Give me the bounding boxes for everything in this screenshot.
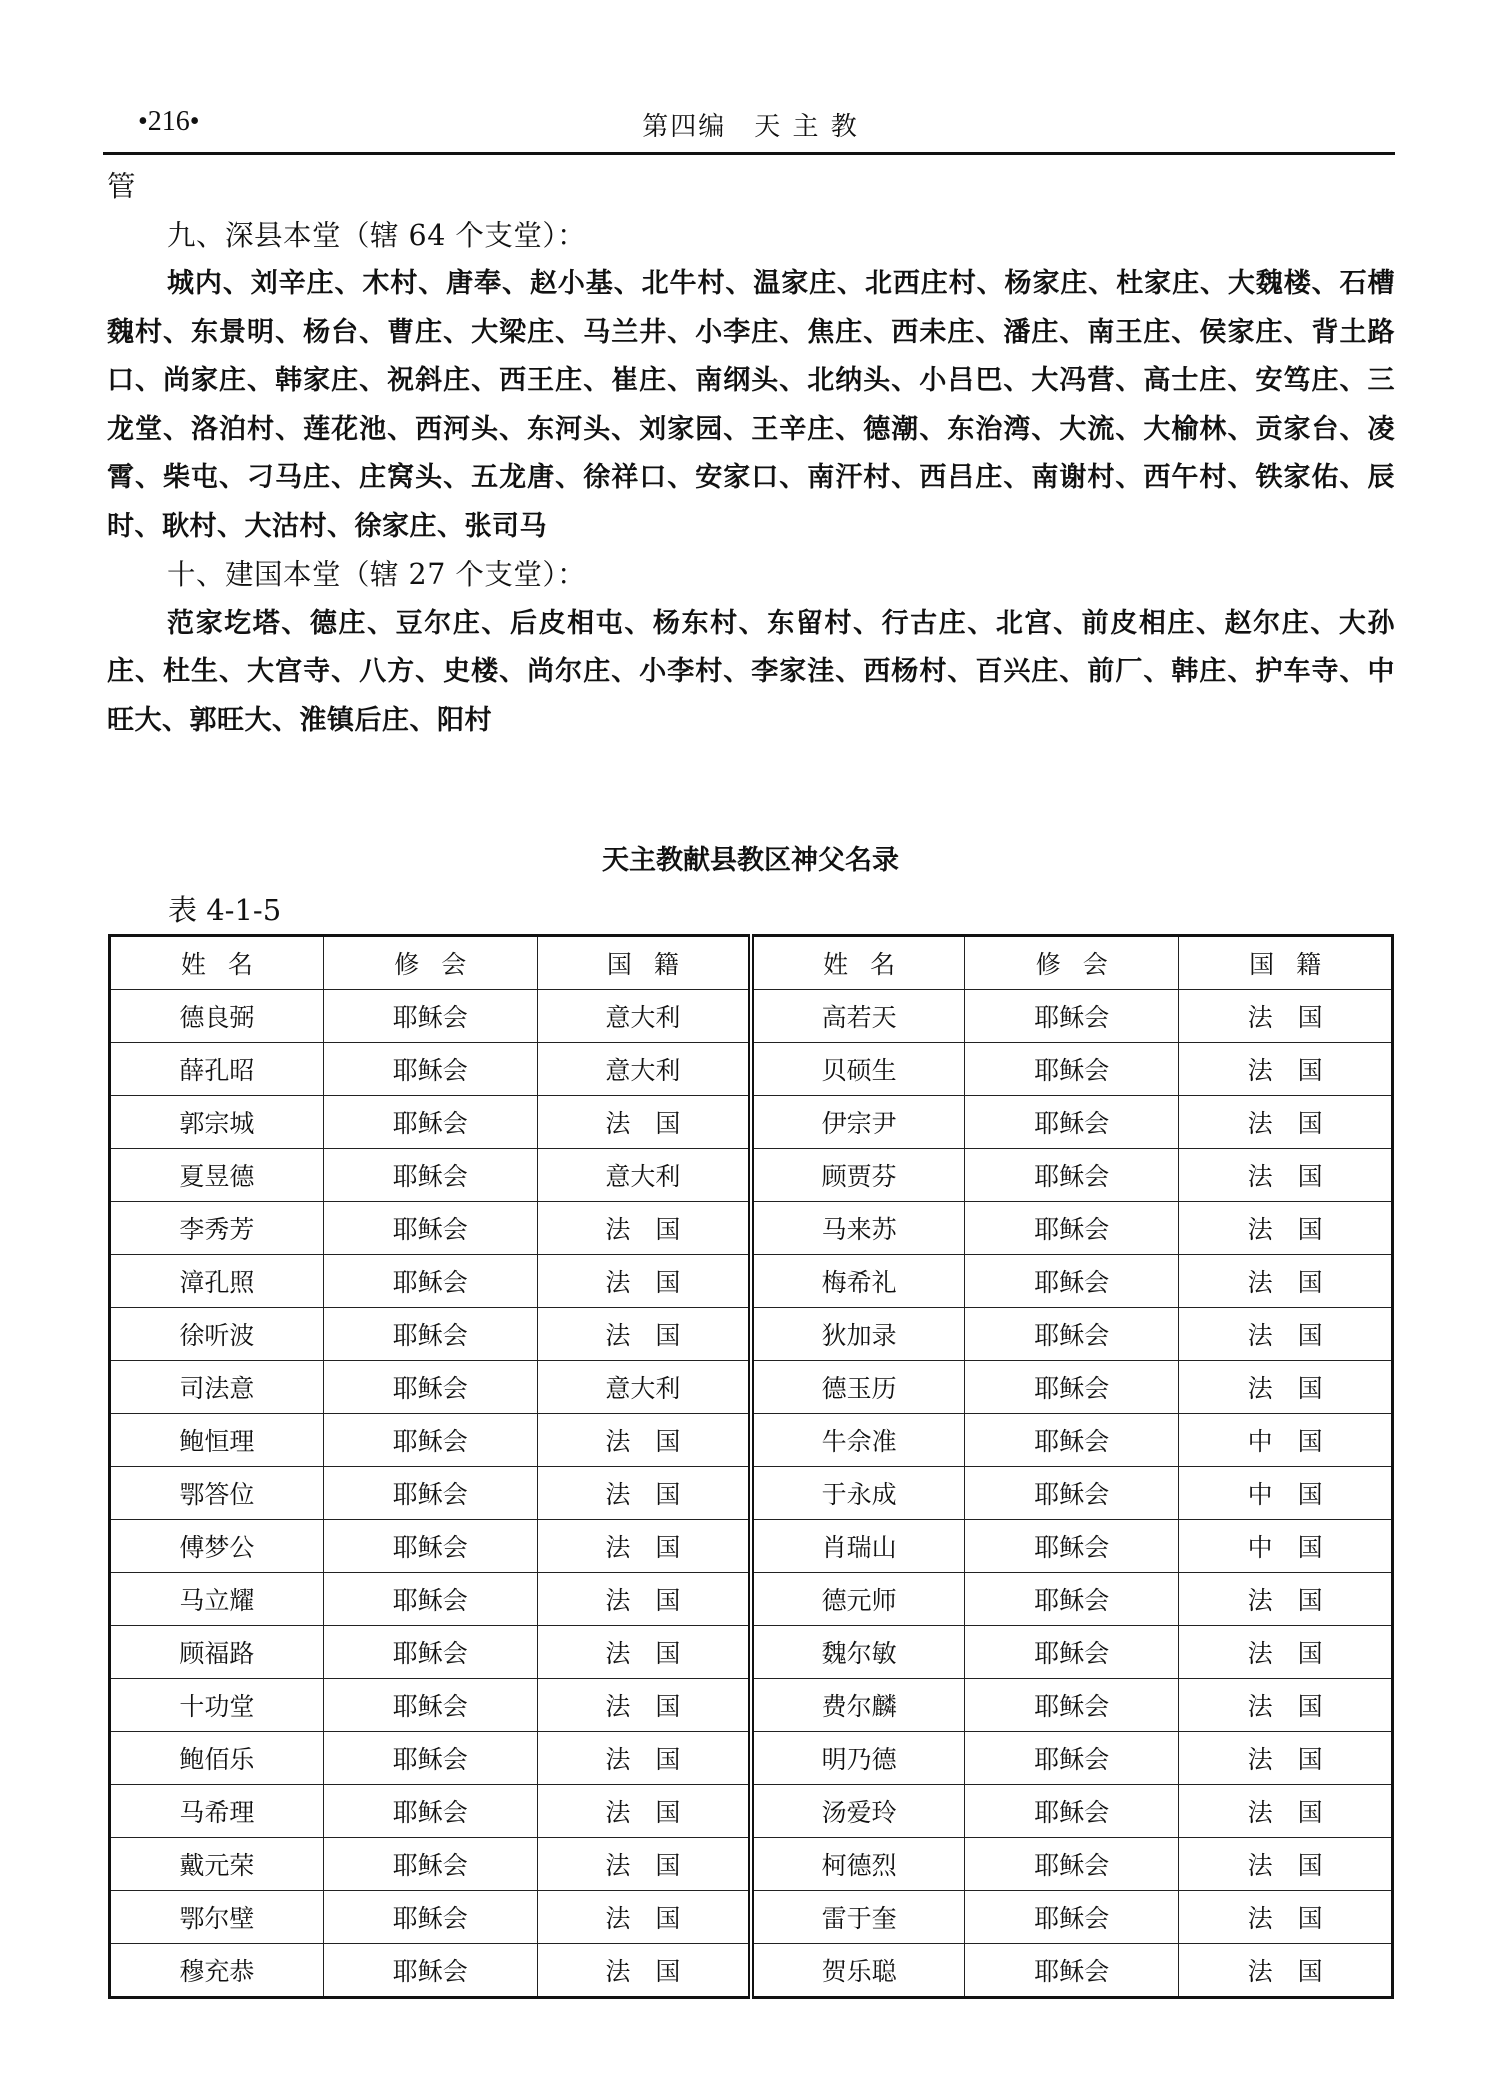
table-row [110,1308,1393,1361]
priest-name-cell: 贝硕生 [751,1043,965,1096]
religious-order-cell: 耶稣会 [323,1838,537,1891]
nationality-cell: 法 国 [1179,990,1393,1043]
nationality-cell: 法 国 [1179,1308,1393,1361]
priest-name-cell: 雷于奎 [751,1891,965,1944]
section-10-list: 范家圪塔、德庄、豆尔庄、后皮相屯、杨东村、东留村、行古庄、北宫、前皮相庄、赵尔庄、大孙庄、杜生、大宫寺、八方、史楼、尚尔庄、小李村、李家洼、西杨村、百兴庄、前厂、韩庄、护车寺、中旺大、郭旺大、淮镇后庄、阳村 [107,607,1395,736]
priest-name-cell: 戴元荣 [110,1838,324,1891]
religious-order-cell: 耶稣会 [323,1149,537,1202]
religious-order-cell: 耶稣会 [323,1520,537,1573]
priest-name-cell: 漳孔照 [110,1255,324,1308]
religious-order-cell: 耶稣会 [965,1573,1179,1626]
priest-name-cell: 汤爱玲 [751,1785,965,1838]
nationality-cell: 法 国 [1179,1255,1393,1308]
religious-order-cell: 耶稣会 [965,1679,1179,1732]
table-row [110,1043,1393,1096]
priest-name-cell: 马来苏 [751,1202,965,1255]
religious-order-cell: 耶稣会 [965,1149,1179,1202]
religious-order-cell: 耶稣会 [323,1785,537,1838]
priest-name-cell: 明乃德 [751,1732,965,1785]
chapter-title: 第四编 天 主 教 [642,112,859,142]
religious-order-cell: 耶稣会 [965,1467,1179,1520]
priest-name-cell: 狄加录 [751,1308,965,1361]
nationality-cell: 中 国 [1179,1414,1393,1467]
priest-name-cell: 鄂答位 [110,1467,324,1520]
religious-order-cell: 耶稣会 [965,1785,1179,1838]
nationality-cell: 法 国 [537,1891,751,1944]
nationality-cell: 意大利 [537,1361,751,1414]
religious-order-cell: 耶稣会 [965,1202,1179,1255]
priest-name-cell: 肖瑞山 [751,1520,965,1573]
nationality-cell: 中 国 [1179,1467,1393,1520]
nationality-cell: 法 国 [537,1679,751,1732]
priest-name-cell: 费尔麟 [751,1679,965,1732]
priest-name-cell: 德良弼 [110,990,324,1043]
nationality-cell: 法 国 [1179,1043,1393,1096]
nationality-cell: 意大利 [537,990,751,1043]
nationality-cell: 法 国 [537,1732,751,1785]
section-9-list: 城内、刘辛庄、木村、唐奉、赵小基、北牛村、温家庄、北西庄村、杨家庄、杜家庄、大魏楼、石槽魏村、东景明、杨台、曹庄、大梁庄、马兰井、小李庄、焦庄、西未庄、潘庄、南王庄、侯家庄、背土路口、尚家庄、韩家庄、祝斜庄、西王庄、崔庄、南纲头、北纳头、小吕巴、大冯营、高士庄、安笃庄、三龙堂、洛泊村、莲花池、西河头、东河头、刘家园、王辛庄、德潮、东治湾、大流、大榆林、贡家台、凌霄、柴屯、刁马庄、庄窝头、五龙唐、徐祥口、安家口、南汗村、西吕庄、南谢村、西午村、铁家佑、辰时、耿村、大沽村、徐家庄、张司马 [107,268,1395,542]
table-row [110,1202,1393,1255]
nationality-cell: 法 国 [1179,1149,1393,1202]
table-row [110,1255,1393,1308]
priest-name-cell: 穆充恭 [110,1944,324,1998]
priest-name-cell: 德元师 [751,1573,965,1626]
religious-order-cell: 耶稣会 [323,1891,537,1944]
table-row [110,1838,1393,1891]
nationality-cell: 法 国 [537,1467,751,1520]
table-row [110,1944,1393,1998]
religious-order-cell: 耶稣会 [323,1414,537,1467]
religious-order-cell: 耶稣会 [323,1255,537,1308]
priest-name-cell: 薛孔昭 [110,1043,324,1096]
priest-name-cell: 伊宗尹 [751,1096,965,1149]
nationality-cell: 法 国 [537,1520,751,1573]
priest-name-cell: 贺乐聪 [751,1944,965,1998]
nationality-cell: 法 国 [537,1202,751,1255]
table-row [110,1361,1393,1414]
priest-name-cell: 鄂尔壁 [110,1891,324,1944]
header-name: 姓名 [110,936,324,990]
nationality-cell: 法 国 [1179,1838,1393,1891]
priest-roster-table [108,934,1394,1999]
religious-order-cell: 耶稣会 [965,1096,1179,1149]
religious-order-cell: 耶稣会 [965,1043,1179,1096]
table-row [110,1679,1393,1732]
nationality-cell: 法 国 [537,1096,751,1149]
table-row [110,1573,1393,1626]
nationality-cell: 法 国 [1179,1732,1393,1785]
body-text [107,163,1395,745]
priest-name-cell: 顾福路 [110,1626,324,1679]
table-title: 天主教献县教区神父名录 [602,845,899,876]
section-9-heading: 九、深县本堂（辖 64 个支堂）： [167,218,587,252]
religious-order-cell: 耶稣会 [965,1520,1179,1573]
religious-order-cell: 耶稣会 [323,1944,537,1998]
priest-name-cell: 司法意 [110,1361,324,1414]
table-row [110,1626,1393,1679]
table-body [110,990,1393,1998]
priest-name-cell: 傅梦公 [110,1520,324,1573]
religious-order-cell: 耶稣会 [323,990,537,1043]
religious-order-cell: 耶稣会 [323,1573,537,1626]
priest-name-cell: 牛佘准 [751,1414,965,1467]
religious-order-cell: 耶稣会 [323,1096,537,1149]
priest-name-cell: 顾贾芬 [751,1149,965,1202]
religious-order-cell: 耶稣会 [965,990,1179,1043]
table-row [110,1732,1393,1785]
nationality-cell: 法 国 [1179,1891,1393,1944]
nationality-cell: 法 国 [1179,1679,1393,1732]
nationality-cell: 法 国 [537,1255,751,1308]
priest-name-cell: 鲍恒理 [110,1414,324,1467]
header-order: 修会 [323,936,537,990]
nationality-cell: 法 国 [1179,1573,1393,1626]
religious-order-cell: 耶稣会 [323,1361,537,1414]
priest-name-cell: 郭宗城 [110,1096,324,1149]
nationality-cell: 法 国 [537,1785,751,1838]
priest-name-cell: 夏昱德 [110,1149,324,1202]
header-order: 修会 [965,936,1179,990]
nationality-cell: 法 国 [1179,1944,1393,1998]
nationality-cell: 法 国 [537,1308,751,1361]
religious-order-cell: 耶稣会 [965,1838,1179,1891]
page-number: •216• [138,106,200,137]
carryover-text: 管 [107,170,137,203]
religious-order-cell: 耶稣会 [323,1308,537,1361]
header-name: 姓名 [751,936,965,990]
table-row [110,1149,1393,1202]
religious-order-cell: 耶稣会 [323,1043,537,1096]
religious-order-cell: 耶稣会 [965,1732,1179,1785]
religious-order-cell: 耶稣会 [323,1626,537,1679]
table-row [110,1520,1393,1573]
running-head [108,100,1393,144]
nationality-cell: 法 国 [1179,1785,1393,1838]
priest-name-cell: 十功堂 [110,1679,324,1732]
nationality-cell: 法 国 [1179,1626,1393,1679]
religious-order-cell: 耶稣会 [965,1944,1179,1998]
header-nationality: 国籍 [537,936,751,990]
priest-name-cell: 于永成 [751,1467,965,1520]
nationality-cell: 法 国 [537,1944,751,1998]
nationality-cell: 法 国 [1179,1096,1393,1149]
religious-order-cell: 耶稣会 [323,1679,537,1732]
nationality-cell: 意大利 [537,1043,751,1096]
priest-name-cell: 马立耀 [110,1573,324,1626]
religious-order-cell: 耶稣会 [323,1202,537,1255]
religious-order-cell: 耶稣会 [323,1732,537,1785]
priest-name-cell: 鲍佰乐 [110,1732,324,1785]
nationality-cell: 法 国 [1179,1361,1393,1414]
table-row [110,1891,1393,1944]
religious-order-cell: 耶稣会 [965,1414,1179,1467]
nationality-cell: 法 国 [537,1838,751,1891]
priest-name-cell: 马希理 [110,1785,324,1838]
priest-name-cell: 李秀芳 [110,1202,324,1255]
table-row [110,990,1393,1043]
nationality-cell: 法 国 [537,1626,751,1679]
header-rule [103,152,1395,155]
table-row [110,1467,1393,1520]
table-row [110,1414,1393,1467]
priest-name-cell: 德玉历 [751,1361,965,1414]
priest-name-cell: 梅希礼 [751,1255,965,1308]
nationality-cell: 意大利 [537,1149,751,1202]
religious-order-cell: 耶稣会 [965,1361,1179,1414]
priest-name-cell: 徐听波 [110,1308,324,1361]
priest-name-cell: 高若天 [751,990,965,1043]
section-10-heading: 十、建国本堂（辖 27 个支堂）： [167,558,587,591]
priest-name-cell: 魏尔敏 [751,1626,965,1679]
religious-order-cell: 耶稣会 [323,1467,537,1520]
table-number: 表 4-1-5 [168,893,282,927]
religious-order-cell: 耶稣会 [965,1626,1179,1679]
priest-name-cell: 柯德烈 [751,1838,965,1891]
religious-order-cell: 耶稣会 [965,1891,1179,1944]
nationality-cell: 法 国 [1179,1202,1393,1255]
religious-order-cell: 耶稣会 [965,1308,1179,1361]
table-row [110,1096,1393,1149]
table-row [110,1785,1393,1838]
religious-order-cell: 耶稣会 [965,1255,1179,1308]
header-nationality: 国籍 [1179,936,1393,990]
nationality-cell: 中 国 [1179,1520,1393,1573]
nationality-cell: 法 国 [537,1573,751,1626]
nationality-cell: 法 国 [537,1414,751,1467]
table-header-row [110,936,1393,990]
